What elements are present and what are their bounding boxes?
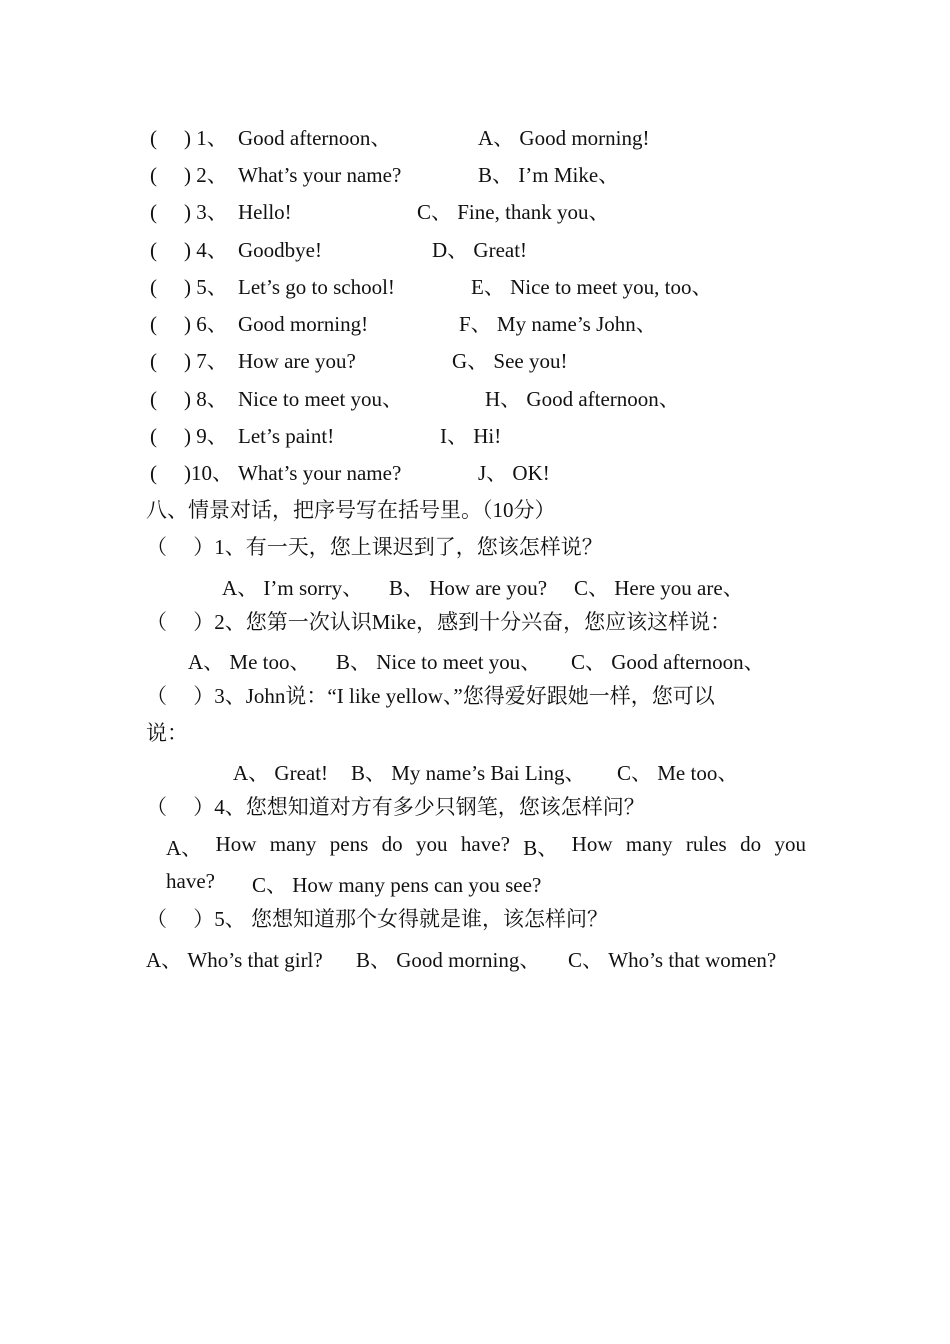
q2-option-b: B、 Nice to meet you、 xyxy=(336,650,542,674)
q4-option-word: many xyxy=(625,832,673,856)
question-text: What’s your name? xyxy=(238,461,402,485)
answer-bracket: ( xyxy=(150,275,157,299)
question-2: （ ）2、您第一次认识Mike，感到十分兴奋，您应该这样说： xyxy=(146,610,732,634)
q4-option-word: A、 xyxy=(166,836,203,860)
answer-bracket: ( xyxy=(150,238,157,262)
q1-option-b: B、 How are you? xyxy=(389,576,548,600)
q4-option-word: do xyxy=(740,832,762,856)
q3-option-c: C、 Me too、 xyxy=(617,761,739,785)
q4-option-b-continued: have? xyxy=(166,869,215,893)
q4-option-word: How xyxy=(571,832,613,856)
q4-option-word: many xyxy=(269,832,317,856)
question-number: )10、 xyxy=(184,461,233,485)
answer-option: C、 Fine, thank you、 xyxy=(417,200,610,224)
q5-option-c: C、 Who’s that women? xyxy=(568,948,777,972)
question-1: （ ）1、有一天，您上课迟到了，您该怎样说？ xyxy=(146,535,603,559)
q3-option-b: B、 My name’s Bai Ling、 xyxy=(351,761,586,785)
answer-option: H、 Good afternoon、 xyxy=(485,387,680,411)
question-number: ) 1、 xyxy=(184,126,228,150)
question-text: Hello! xyxy=(238,200,292,224)
question-4: （ ）4、您想知道对方有多少只钢笔，您该怎样问？ xyxy=(146,795,645,819)
question-number: ) 9、 xyxy=(184,424,228,448)
question-text: What’s your name? xyxy=(238,163,402,187)
question-text: Goodbye! xyxy=(238,238,322,262)
q4-option-word: you xyxy=(774,832,806,856)
q5-option-a: A、 Who’s that girl? xyxy=(146,948,323,972)
q2-option-a: A、 Me too、 xyxy=(188,650,311,674)
answer-option: A、 Good morning! xyxy=(478,126,650,150)
answer-bracket: ( xyxy=(150,126,157,150)
answer-bracket: ( xyxy=(150,200,157,224)
q1-option-a: A、 I’m sorry、 xyxy=(222,576,364,600)
question-text: Nice to meet you、 xyxy=(238,387,404,411)
question-text: Let’s go to school! xyxy=(238,275,395,299)
q4-option-word: B、 xyxy=(523,836,559,860)
question-number: ) 6、 xyxy=(184,312,228,336)
question-text: Good afternoon、 xyxy=(238,126,392,150)
question-text: Good morning! xyxy=(238,312,369,336)
question-number: ) 3、 xyxy=(184,200,228,224)
answer-bracket: ( xyxy=(150,424,157,448)
answer-option: B、 I’m Mike、 xyxy=(478,163,620,187)
question-number: ) 4、 xyxy=(184,238,228,262)
question-text: How are you? xyxy=(238,349,356,373)
question-number: ) 8、 xyxy=(184,387,228,411)
answer-bracket: ( xyxy=(150,349,157,373)
question-number: ) 5、 xyxy=(184,275,228,299)
answer-option: E、 Nice to meet you, too、 xyxy=(471,275,713,299)
answer-option: D、 Great! xyxy=(432,238,528,262)
section-title: 八、情景对话，把序号写在括号里。（10分） xyxy=(146,498,556,522)
answer-bracket: ( xyxy=(150,163,157,187)
q1-option-c: C、 Here you are、 xyxy=(574,576,744,600)
question-3-continued: 说： xyxy=(146,721,188,745)
question-5: （ ）5、 您想知道那个女得就是谁，该怎样问？ xyxy=(146,907,608,931)
answer-bracket: ( xyxy=(150,312,157,336)
question-number: ) 2、 xyxy=(184,163,228,187)
question-number: ) 7、 xyxy=(184,349,228,373)
answer-option: I、 Hi! xyxy=(440,424,502,448)
answer-option: F、 My name’s John、 xyxy=(459,312,657,336)
q4-option-word: you xyxy=(416,832,448,856)
q4-option-word: have? xyxy=(460,832,510,856)
q3-option-a: A、 Great! xyxy=(233,761,329,785)
q4-option-word: do xyxy=(381,832,403,856)
q4-options-line xyxy=(166,832,806,862)
answer-option: G、 See you! xyxy=(452,349,568,373)
question-3: （ ）3、John说：“I like yellow、”您得爱好跟她一样，您可以 xyxy=(146,684,715,708)
answer-bracket: ( xyxy=(150,461,157,485)
answer-option: J、 OK! xyxy=(478,461,550,485)
q4-option-word: How xyxy=(215,832,257,856)
q5-option-b: B、 Good morning、 xyxy=(356,948,541,972)
question-text: Let’s paint! xyxy=(238,424,335,448)
q4-option-c: C、 How many pens can you see? xyxy=(252,873,542,897)
q4-option-word: rules xyxy=(685,832,727,856)
answer-bracket: ( xyxy=(150,387,157,411)
q2-option-c: C、 Good afternoon、 xyxy=(571,650,765,674)
q4-option-word: pens xyxy=(329,832,369,856)
